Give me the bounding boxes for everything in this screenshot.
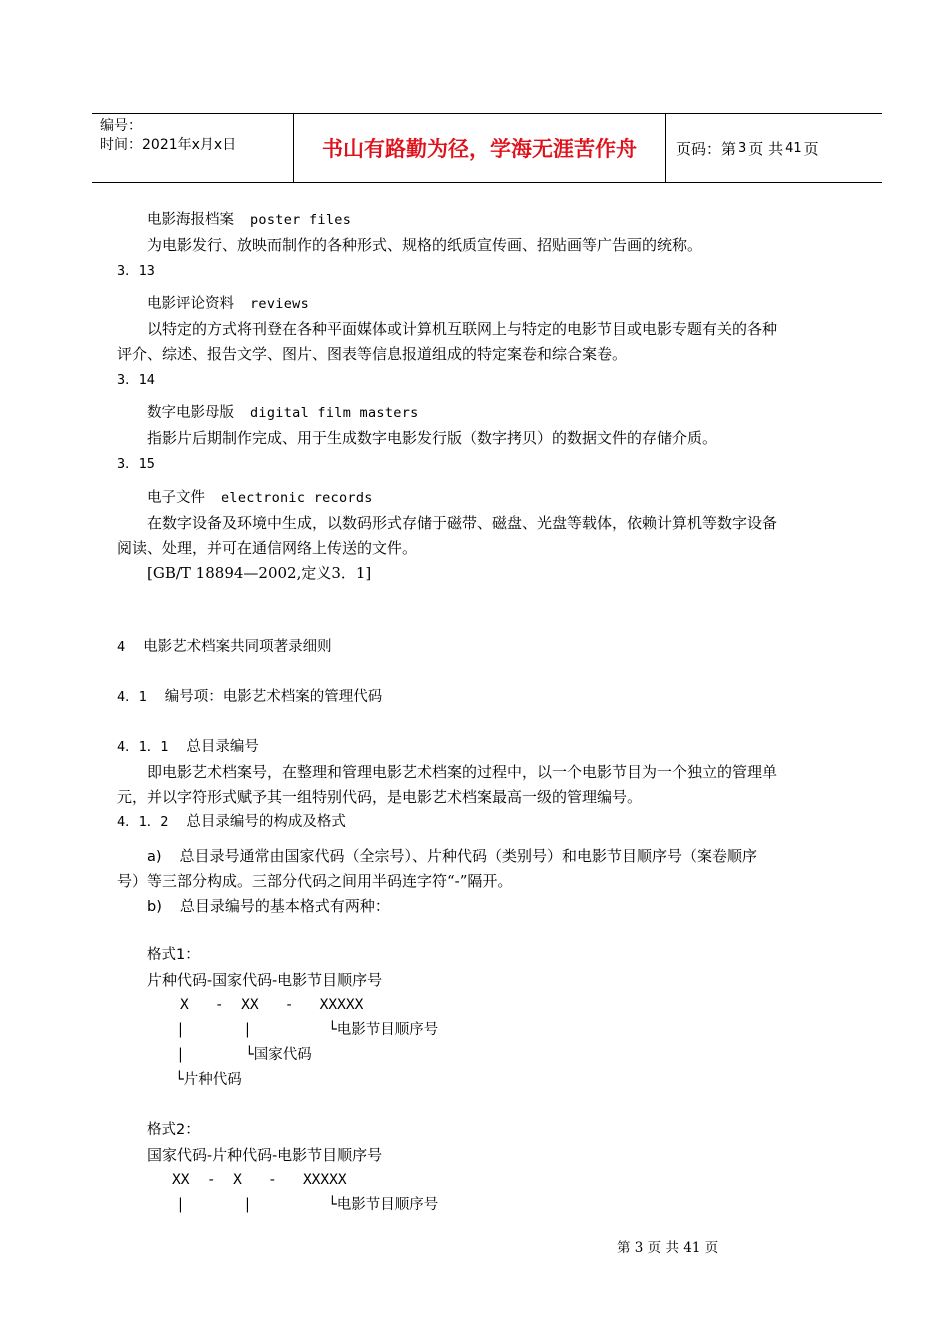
header-meta-cell: [92, 114, 293, 182]
page-suffix: 页: [803, 139, 819, 158]
tree-bar: |: [178, 1022, 183, 1038]
page-mid: 页 共: [748, 139, 784, 158]
list-text: 总目录编号的基本格式有两种：: [179, 897, 390, 915]
subsection-number: 4．1: [117, 689, 147, 705]
definition-line: 指影片后期制作完成、用于生成数字电影发行版（数字拷贝）的数据文件的存储介质。: [147, 429, 718, 447]
tree-bar: |: [245, 1022, 250, 1038]
tree-bar: |: [245, 1197, 250, 1213]
term-heading: [147, 210, 351, 230]
term-heading: [147, 403, 419, 423]
tree-leaf: └电影节目顺序号: [328, 1022, 439, 1038]
tree-leaf: └国家代码: [245, 1047, 312, 1063]
time-label: 时间：2021年x月x日: [100, 137, 237, 153]
subsection-heading: [117, 687, 382, 707]
paragraph-line: 即电影艺术档案号，在整理和管理电影艺术档案的过程中，以一个电影节目为一个独立的管理单: [147, 763, 778, 781]
term-en: digital film masters: [250, 405, 419, 421]
format-code: X - XX - XXXXX: [180, 997, 364, 1013]
subsection-heading: [117, 812, 346, 832]
page-total: 41: [785, 140, 802, 156]
page-header: [92, 113, 882, 183]
page-footer: 第 3 页 共 41 页: [617, 1240, 719, 1256]
term-cn: 电影海报档案: [147, 212, 234, 228]
list-item-b: [147, 896, 390, 917]
term-heading: [147, 294, 309, 314]
term-heading: [147, 488, 373, 508]
term-cn: 数字电影母版: [147, 405, 234, 421]
list-item-a: [147, 846, 757, 867]
tree-leaf: └电影节目顺序号: [328, 1197, 439, 1213]
tree-leaf: └片种代码: [175, 1072, 242, 1088]
tree-bar: |: [178, 1197, 183, 1213]
format-code: XX - X - XXXXX: [172, 1172, 347, 1188]
subsection-number: 4．1．2: [117, 814, 169, 830]
page-current: 3: [738, 140, 747, 156]
list-label: a): [147, 849, 162, 865]
subsection-title: 总目录编号: [186, 739, 259, 755]
section-title: 电影艺术档案共同项著录细则: [143, 639, 332, 655]
page-prefix: 页码：第: [676, 139, 737, 158]
list-text: 总目录号通常由国家代码（全宗号）、片种代码（类别号）和电影节目顺序号（案卷顺序: [179, 847, 758, 865]
definition-line: 以特定的方式将刊登在各种平面媒体或计算机互联网上与特定的电影节目或电影专题有关的各种: [147, 320, 778, 338]
term-en: poster files: [250, 212, 352, 228]
definition-line: 为电影发行、放映而制作的各种形式、规格的纸质宣传画、招贴画等广告画的统称。: [147, 236, 703, 254]
format-pattern: 片种代码-国家代码-电影节目顺序号: [147, 971, 383, 989]
section-number: 4: [117, 639, 126, 655]
citation: [GB/T 18894—2002,定义3．1]: [147, 564, 372, 582]
definition-line: 阅读、处理，并可在通信网络上传送的文件。: [117, 539, 418, 557]
term-cn: 电子文件: [147, 490, 205, 506]
clause-number: 3．15: [117, 456, 155, 472]
number-label: 编号：: [100, 118, 142, 134]
term-cn: 电影评论资料: [147, 296, 234, 312]
clause-number: 3．14: [117, 372, 155, 388]
tree-bar: |: [178, 1047, 183, 1063]
format-pattern: 国家代码-片种代码-电影节目顺序号: [147, 1146, 383, 1164]
format-label: 格式2：: [147, 1122, 200, 1138]
subsection-title: 总目录编号的构成及格式: [186, 814, 346, 830]
header-page-cell: [666, 114, 882, 182]
list-text-continued: 号）等三部分构成。三部分代码之间用半码连字符“-”隔开。: [117, 872, 513, 890]
format-label: 格式1：: [147, 947, 200, 963]
subsection-number: 4．1．1: [117, 739, 169, 755]
subsection-title: 编号项：电影艺术档案的管理代码: [164, 689, 383, 705]
term-en: electronic records: [221, 490, 373, 506]
definition-line: 评介、综述、报告文学、图片、图表等信息报道组成的特定案卷和综合案卷。: [117, 345, 628, 363]
subsection-heading: [117, 737, 259, 757]
section-heading: [117, 637, 332, 657]
term-en: reviews: [250, 296, 309, 312]
clause-number: 3．13: [117, 263, 155, 279]
definition-line: 在数字设备及环境中生成，以数码形式存储于磁带、磁盘、光盘等载体，依赖计算机等数字设备: [147, 514, 778, 532]
list-label: b): [147, 899, 162, 915]
paragraph-line: 元，并以字符形式赋予其一组特别代码，是电影艺术档案最高一级的管理编号。: [117, 788, 643, 806]
header-motto: 书山有路勤为径，学海无涯苦作舟: [293, 114, 666, 182]
